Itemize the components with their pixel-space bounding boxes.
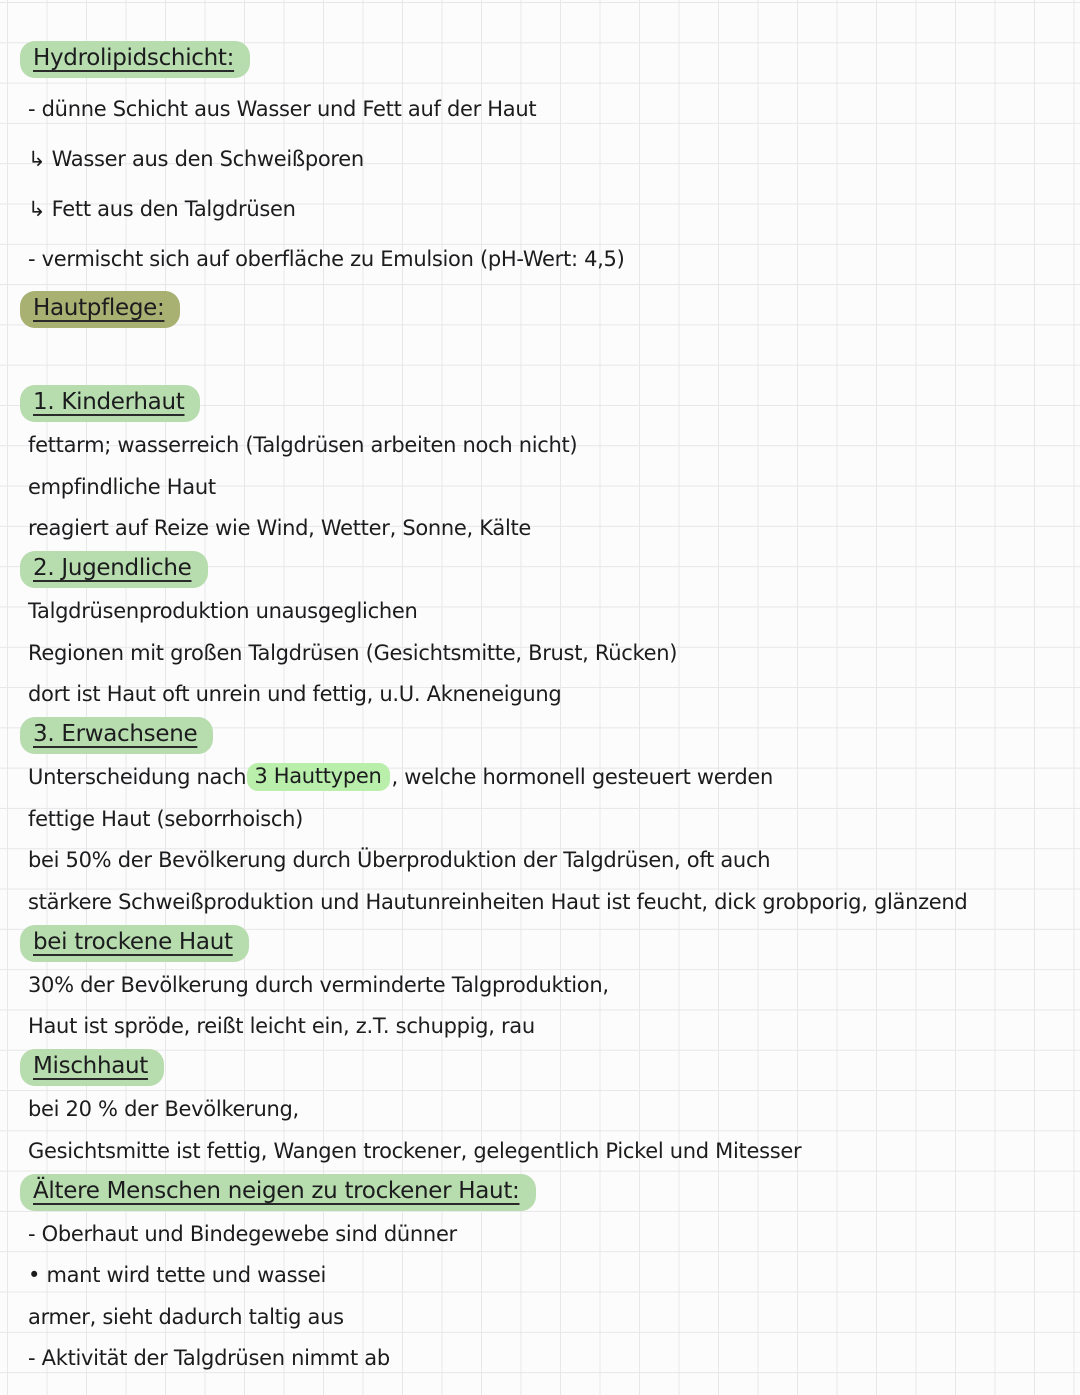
section-heading: [28, 549, 1080, 591]
section-heading: [28, 284, 1080, 334]
note-line: [28, 84, 1080, 134]
heading-label: 2. Jugendliche: [20, 551, 208, 588]
text-segment: Regionen mit großen Talgdrüsen (Gesichtsmitte, Brust, Rücken): [28, 640, 678, 665]
note-line: [28, 591, 1080, 633]
text-segment: - Oberhaut und Bindegewebe sind dünner: [28, 1221, 457, 1246]
text-segment: - Aktivität der Talgdrüsen nimmt ab: [28, 1346, 390, 1371]
text-segment: fettige Haut (seborrhoisch): [28, 806, 304, 831]
text-segment: Gesichtsmitte ist fettig, Wangen trockener, gelegentlich Pickel und Mitesser: [28, 1138, 802, 1163]
note-line: [28, 234, 1080, 284]
note-line: [28, 1130, 1080, 1172]
text-segment: armer, sieht dadurch taltig aus: [28, 1304, 344, 1329]
text-segment: fettarm; wasserreich (Talgdrüsen arbeiten noch nicht): [28, 433, 578, 458]
text-segment: ↳ Fett aus den Talgdrüsen: [28, 197, 296, 221]
note-line: [28, 964, 1080, 1006]
heading-label: 1. Kinderhaut: [20, 385, 200, 422]
heading-label: Mischhaut: [20, 1049, 164, 1086]
text-segment: reagiert auf Reize wie Wind, Wetter, Sonne, Kälte: [28, 516, 532, 541]
note-line: [28, 1338, 1080, 1380]
section-heading: [28, 383, 1080, 425]
text-segment: , welche hormonell gesteuert werden: [391, 765, 774, 790]
inline-highlight: 3 Hauttypen: [247, 763, 390, 791]
section-heading: [28, 34, 1080, 84]
text-segment: ↳ Wasser aus den Schweißporen: [28, 147, 364, 171]
section-heading: [28, 715, 1080, 757]
intro-section: [28, 34, 1080, 334]
note-line: [28, 1255, 1080, 1297]
text-segment: bei 20 % der Bevölkerung,: [28, 1097, 299, 1122]
heading-label: bei trockene Haut: [20, 925, 249, 962]
text-segment: 30% der Bevölkerung durch verminderte Talgproduktion,: [28, 972, 609, 997]
note-line: [28, 881, 1080, 923]
text-segment: dort ist Haut oft unrein und fettig, u.U. Akneneigung: [28, 682, 562, 707]
text-segment: • mant wird tette und wassei: [28, 1263, 327, 1288]
note-line: [28, 798, 1080, 840]
text-segment: - dünne Schicht aus Wasser und Fett auf der Haut: [28, 97, 537, 121]
text-segment: empfindliche Haut: [28, 474, 216, 499]
heading-label: 3. Erwachsene: [20, 717, 213, 754]
text-segment: bei 50% der Bevölkerung durch Überproduktion der Talgdrüsen, oft auch: [28, 848, 771, 873]
note-line: [28, 757, 1080, 799]
note-line: [28, 674, 1080, 716]
text-segment: - vermischt sich auf oberfläche zu Emulsion (pH-Wert: 4,5): [28, 247, 625, 271]
hautpflege-section: [28, 383, 1080, 1379]
note-line: [28, 1089, 1080, 1131]
note-line: [28, 632, 1080, 674]
section-heading: [28, 923, 1080, 965]
note-line: [28, 508, 1080, 550]
text-segment: Unterscheidung nach: [28, 765, 247, 790]
text-segment: stärkere Schweißproduktion und Hautunreinheiten Haut ist feucht, dick grobporig, glänzend: [28, 889, 968, 914]
text-segment: Haut ist spröde, reißt leicht ein, z.T. schuppig, rau: [28, 1014, 535, 1039]
note-line: [28, 1006, 1080, 1048]
note-line: [28, 840, 1080, 882]
note-line: [28, 134, 1080, 184]
heading-label: Ältere Menschen neigen zu trockener Haut:: [20, 1174, 536, 1211]
note-line: [28, 425, 1080, 467]
note-line: [28, 184, 1080, 234]
note-line: [28, 466, 1080, 508]
note-line: [28, 1296, 1080, 1338]
text-segment: Talgdrüsenproduktion unausgeglichen: [28, 599, 418, 624]
section-heading: [28, 1172, 1080, 1214]
section-heading: [28, 1047, 1080, 1089]
heading-label: Hautpflege:: [20, 291, 180, 328]
note-line: [28, 1213, 1080, 1255]
heading-label: Hydrolipidschicht:: [20, 41, 250, 78]
